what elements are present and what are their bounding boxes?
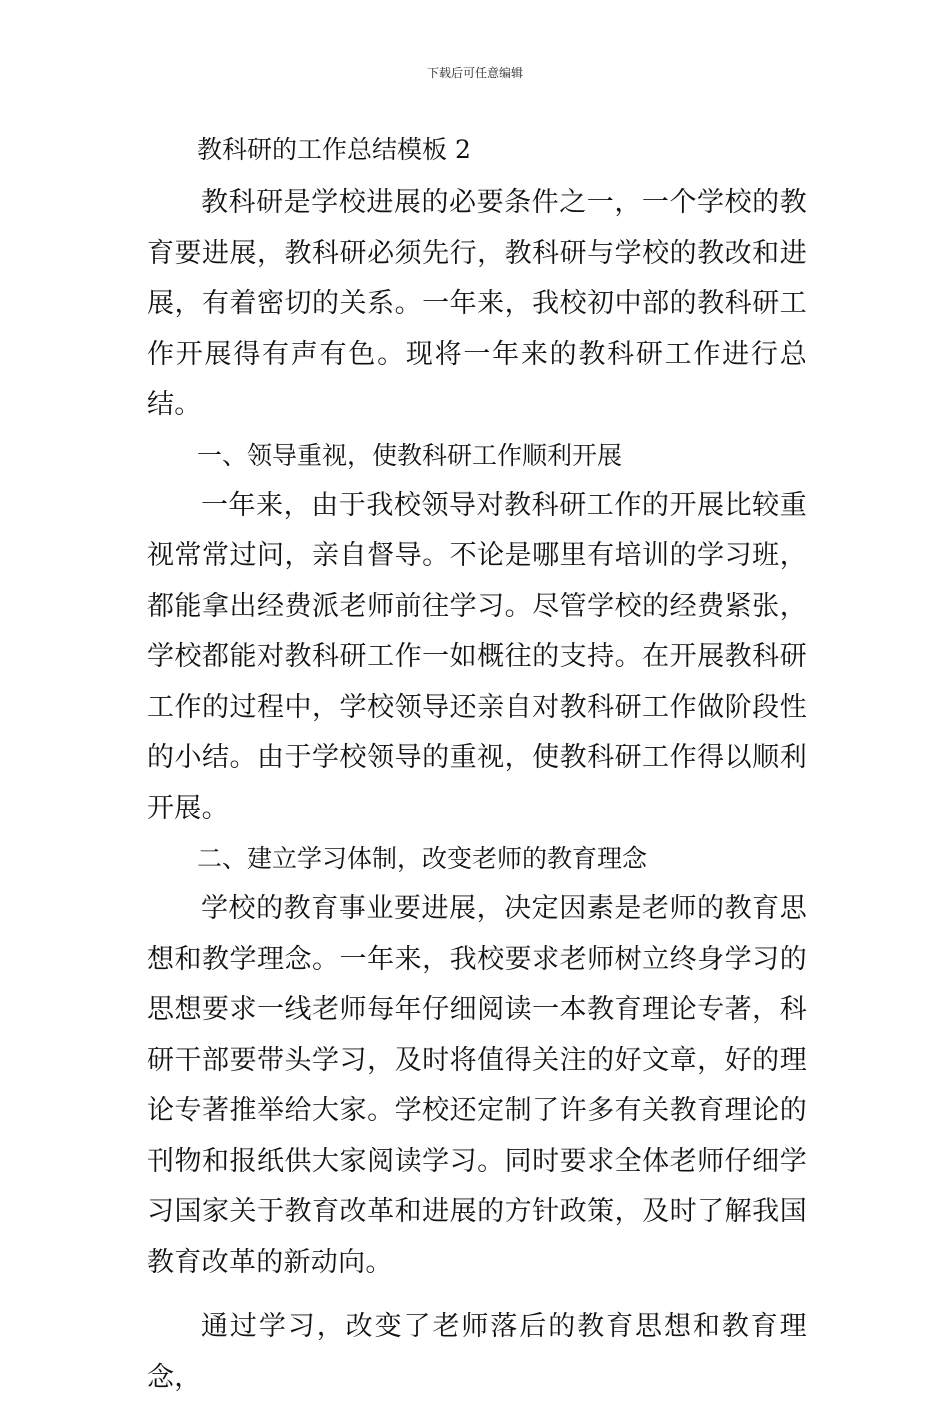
section-heading-2: 二、建立学习体制，改变老师的教育理念 [197,844,648,873]
page-header-note: 下载后可任意编辑 [426,66,523,80]
section-2-paragraph-continued: 通过学习，改变了老师落后的教育思想和教育理念， [147,1311,807,1393]
section-heading-1: 一、领导重视，使教科研工作顺利开展 [197,440,623,470]
intro-paragraph: 教科研是学校进展的必要条件之一，一个学校的教育要进展，教科研必须先行，教科研与学校的教改和进展，有着密切的关系。一年来，我校初中部的教科研工作开展得有声有色。现将一年来的教科研工作进行总结。 [147,187,807,420]
document-body [147,128,807,1403]
document-title: 教科研的工作总结模板 2 [197,135,471,164]
section-1-paragraph: 一年来，由于我校领导对教科研工作的开展比较重视常常过问，亲自督导。不论是哪里有培训的学习班，都能拿出经费派老师前往学习。尽管学校的经费紧张，学校都能对教科研工作一如概往的支持。在开展教科研工作的过程中，学校领导还亲自对教科研工作做阶段性的小结。由于学校领导的重视，使教科研工作得以顺利开展。 [147,489,807,824]
section-2-paragraph: 学校的教育事业要进展，决定因素是老师的教育思想和教学理念。一年来，我校要求老师树立终身学习的思想要求一线老师每年仔细阅读一本教育理论专著，科研干部要带头学习，及时将值得关注的好文章，好的理论专著推举给大家。学校还定制了许多有关教育理论的刊物和报纸供大家阅读学习。同时要求全体老师仔细学习国家关于教育改革和进展的方针政策，及时了解我国教育改革的新动向。 [147,893,807,1278]
paragraph-gap [147,1288,807,1302]
